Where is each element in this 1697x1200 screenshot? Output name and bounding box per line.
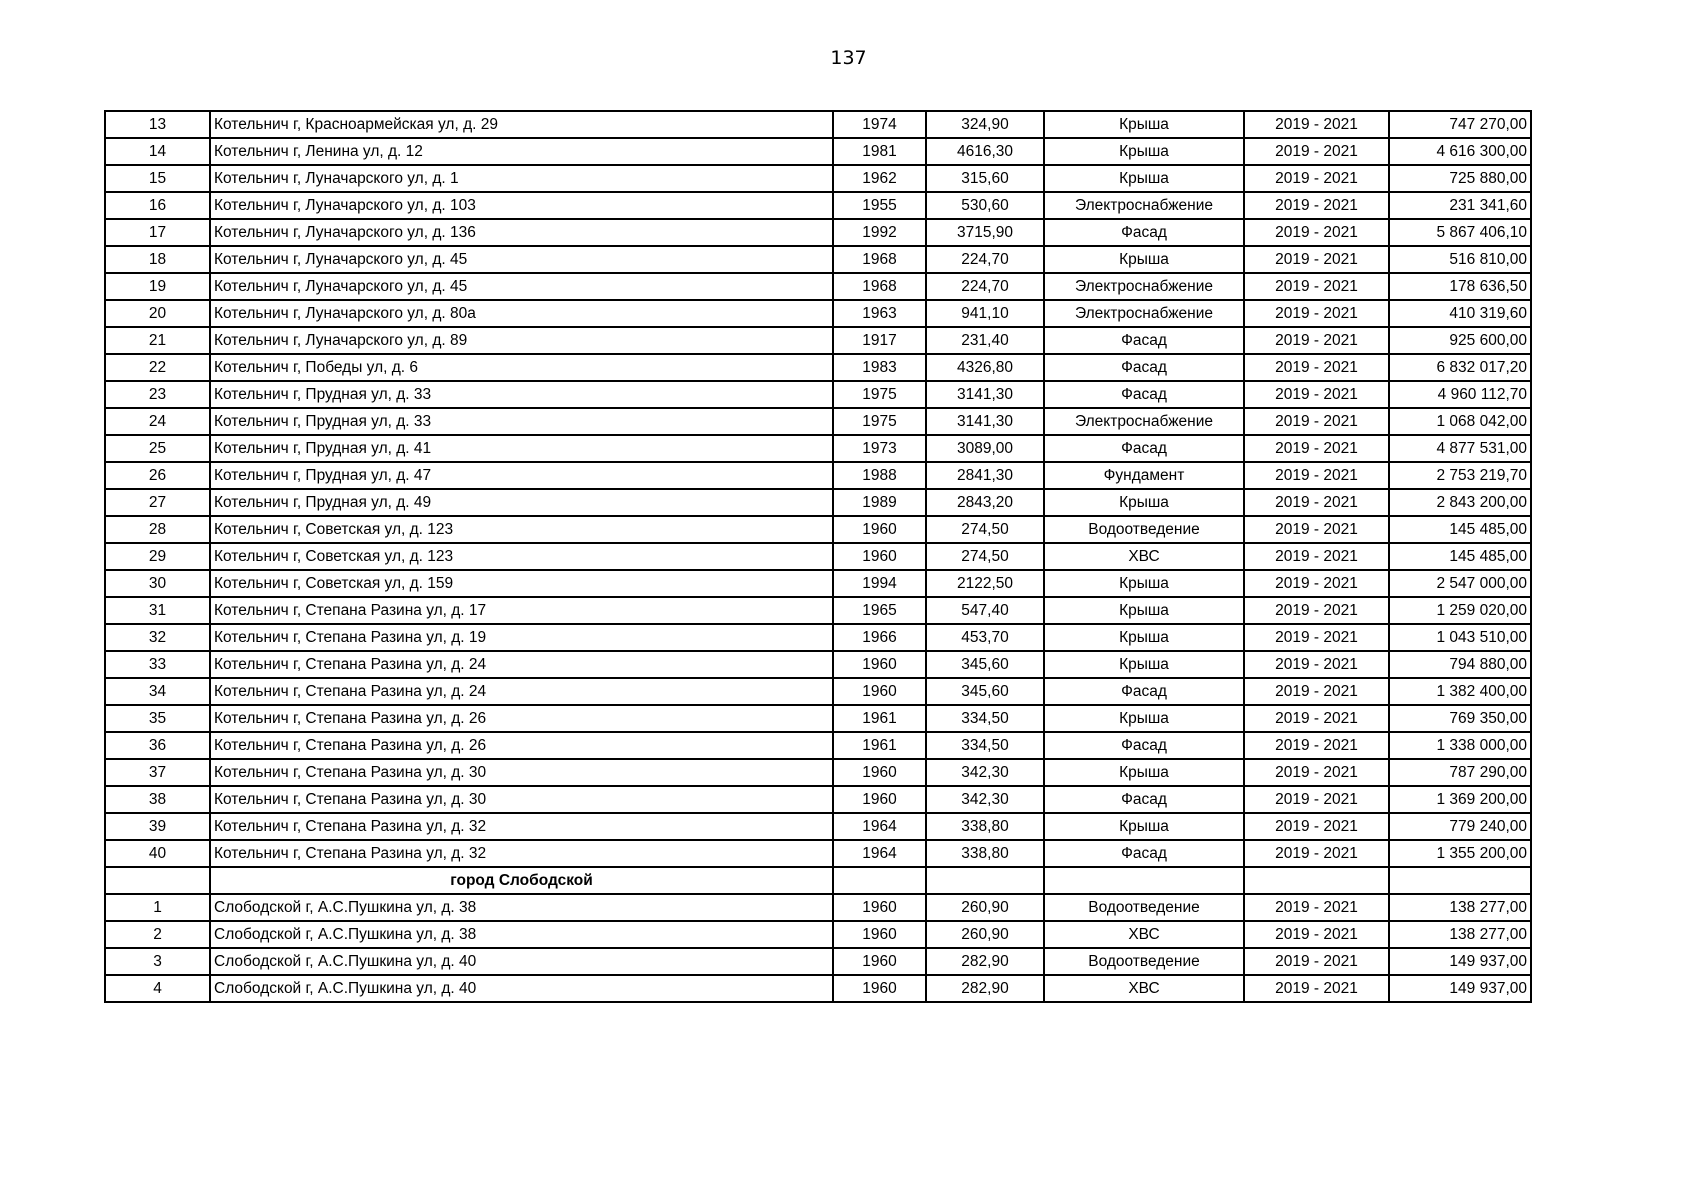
row-number-cell: 3 bbox=[105, 948, 210, 975]
row-number-cell: 32 bbox=[105, 624, 210, 651]
area-cell: 345,60 bbox=[926, 651, 1044, 678]
build-year-cell: 1960 bbox=[833, 516, 926, 543]
cost-cell: 4 960 112,70 bbox=[1389, 381, 1531, 408]
period-cell: 2019 - 2021 bbox=[1244, 975, 1389, 1002]
table-row bbox=[105, 462, 1531, 489]
work-type-cell: Крыша bbox=[1044, 651, 1244, 678]
address-cell: Котельнич г, Степана Разина ул, д. 26 bbox=[210, 732, 833, 759]
row-number-cell: 21 bbox=[105, 327, 210, 354]
address-cell: Котельнич г, Прудная ул, д. 49 bbox=[210, 489, 833, 516]
area-cell: 2122,50 bbox=[926, 570, 1044, 597]
period-cell: 2019 - 2021 bbox=[1244, 597, 1389, 624]
cost-cell: 138 277,00 bbox=[1389, 921, 1531, 948]
work-type-cell: Крыша bbox=[1044, 597, 1244, 624]
row-number-cell: 4 bbox=[105, 975, 210, 1002]
build-year-cell: 1992 bbox=[833, 219, 926, 246]
build-year-cell: 1963 bbox=[833, 300, 926, 327]
table-row bbox=[105, 786, 1531, 813]
address-cell: Котельнич г, Степана Разина ул, д. 30 bbox=[210, 759, 833, 786]
period-cell: 2019 - 2021 bbox=[1244, 840, 1389, 867]
area-cell: 282,90 bbox=[926, 975, 1044, 1002]
address-cell: Котельнич г, Советская ул, д. 159 bbox=[210, 570, 833, 597]
table-row bbox=[105, 624, 1531, 651]
cost-cell: 145 485,00 bbox=[1389, 543, 1531, 570]
table-row bbox=[105, 435, 1531, 462]
area-cell: 3141,30 bbox=[926, 408, 1044, 435]
work-type-cell: Электроснабжение bbox=[1044, 192, 1244, 219]
build-year-cell: 1917 bbox=[833, 327, 926, 354]
period-cell: 2019 - 2021 bbox=[1244, 138, 1389, 165]
work-type-cell: Водоотведение bbox=[1044, 948, 1244, 975]
section-header-row bbox=[105, 867, 1531, 894]
period-cell: 2019 - 2021 bbox=[1244, 732, 1389, 759]
area-cell: 274,50 bbox=[926, 516, 1044, 543]
period-cell: 2019 - 2021 bbox=[1244, 489, 1389, 516]
table-row bbox=[105, 678, 1531, 705]
cost-cell: 787 290,00 bbox=[1389, 759, 1531, 786]
build-year-cell: 1989 bbox=[833, 489, 926, 516]
cost-cell: 178 636,50 bbox=[1389, 273, 1531, 300]
address-cell: Слободской г, А.С.Пушкина ул, д. 40 bbox=[210, 975, 833, 1002]
work-type-cell: Крыша bbox=[1044, 624, 1244, 651]
table-row bbox=[105, 543, 1531, 570]
row-number-cell: 1 bbox=[105, 894, 210, 921]
build-year-cell: 1968 bbox=[833, 273, 926, 300]
area-cell: 4326,80 bbox=[926, 354, 1044, 381]
address-cell: Котельнич г, Луначарского ул, д. 1 bbox=[210, 165, 833, 192]
period-cell: 2019 - 2021 bbox=[1244, 327, 1389, 354]
address-cell: Котельнич г, Ленина ул, д. 12 bbox=[210, 138, 833, 165]
work-type-cell: ХВС bbox=[1044, 975, 1244, 1002]
address-cell: Котельнич г, Луначарского ул, д. 45 bbox=[210, 246, 833, 273]
table-row bbox=[105, 705, 1531, 732]
address-cell: Котельнич г, Степана Разина ул, д. 24 bbox=[210, 651, 833, 678]
address-cell: Котельнич г, Степана Разина ул, д. 19 bbox=[210, 624, 833, 651]
work-type-cell: Крыша bbox=[1044, 813, 1244, 840]
cost-cell: 4 616 300,00 bbox=[1389, 138, 1531, 165]
cost-cell: 2 547 000,00 bbox=[1389, 570, 1531, 597]
cost-cell: 1 043 510,00 bbox=[1389, 624, 1531, 651]
work-type-cell: ХВС bbox=[1044, 921, 1244, 948]
area-cell: 3715,90 bbox=[926, 219, 1044, 246]
cost-cell: 4 877 531,00 bbox=[1389, 435, 1531, 462]
work-type-cell: Фасад bbox=[1044, 786, 1244, 813]
address-cell: Слободской г, А.С.Пушкина ул, д. 38 bbox=[210, 921, 833, 948]
cost-cell: 1 382 400,00 bbox=[1389, 678, 1531, 705]
row-number-cell: 36 bbox=[105, 732, 210, 759]
build-year-cell: 1960 bbox=[833, 651, 926, 678]
area-cell: 3141,30 bbox=[926, 381, 1044, 408]
row-number-cell: 26 bbox=[105, 462, 210, 489]
work-type-cell: Электроснабжение bbox=[1044, 408, 1244, 435]
address-cell: Котельнич г, Советская ул, д. 123 bbox=[210, 543, 833, 570]
table-row bbox=[105, 354, 1531, 381]
row-number-cell: 37 bbox=[105, 759, 210, 786]
work-type-cell: Фасад bbox=[1044, 435, 1244, 462]
work-type-cell: Электроснабжение bbox=[1044, 300, 1244, 327]
table-row bbox=[105, 219, 1531, 246]
cost-cell: 2 753 219,70 bbox=[1389, 462, 1531, 489]
row-number-cell: 13 bbox=[105, 111, 210, 138]
area-cell: 3089,00 bbox=[926, 435, 1044, 462]
work-type-cell: Крыша bbox=[1044, 165, 1244, 192]
area-cell: 547,40 bbox=[926, 597, 1044, 624]
address-cell: Слободской г, А.С.Пушкина ул, д. 38 bbox=[210, 894, 833, 921]
row-number-cell: 20 bbox=[105, 300, 210, 327]
area-cell: 2843,20 bbox=[926, 489, 1044, 516]
area-cell: 345,60 bbox=[926, 678, 1044, 705]
cost-cell: 794 880,00 bbox=[1389, 651, 1531, 678]
table-row bbox=[105, 300, 1531, 327]
table-row bbox=[105, 894, 1531, 921]
cost-cell: 1 369 200,00 bbox=[1389, 786, 1531, 813]
cost-cell: 779 240,00 bbox=[1389, 813, 1531, 840]
address-cell: Котельнич г, Луначарского ул, д. 136 bbox=[210, 219, 833, 246]
table-row bbox=[105, 408, 1531, 435]
work-type-cell: Фасад bbox=[1044, 219, 1244, 246]
period-cell: 2019 - 2021 bbox=[1244, 651, 1389, 678]
table-row bbox=[105, 948, 1531, 975]
period-cell: 2019 - 2021 bbox=[1244, 948, 1389, 975]
address-cell: Котельнич г, Красноармейская ул, д. 29 bbox=[210, 111, 833, 138]
period-cell: 2019 - 2021 bbox=[1244, 462, 1389, 489]
table-row bbox=[105, 921, 1531, 948]
build-year-cell: 1968 bbox=[833, 246, 926, 273]
work-type-cell: Фасад bbox=[1044, 678, 1244, 705]
area-cell: 260,90 bbox=[926, 894, 1044, 921]
table-row bbox=[105, 813, 1531, 840]
cost-cell: 725 880,00 bbox=[1389, 165, 1531, 192]
cost-cell: 925 600,00 bbox=[1389, 327, 1531, 354]
period-cell: 2019 - 2021 bbox=[1244, 354, 1389, 381]
period-cell: 2019 - 2021 bbox=[1244, 543, 1389, 570]
build-year-cell: 1983 bbox=[833, 354, 926, 381]
work-type-cell: Крыша bbox=[1044, 138, 1244, 165]
address-cell: Котельнич г, Прудная ул, д. 33 bbox=[210, 408, 833, 435]
build-year-cell: 1960 bbox=[833, 894, 926, 921]
build-year-cell: 1960 bbox=[833, 948, 926, 975]
section-title: город Слободской bbox=[210, 867, 833, 894]
work-type-cell: Крыша bbox=[1044, 246, 1244, 273]
build-year-cell: 1960 bbox=[833, 759, 926, 786]
row-number-cell: 34 bbox=[105, 678, 210, 705]
build-year-cell: 1960 bbox=[833, 678, 926, 705]
cost-cell: 5 867 406,10 bbox=[1389, 219, 1531, 246]
period-cell: 2019 - 2021 bbox=[1244, 246, 1389, 273]
row-number-cell: 22 bbox=[105, 354, 210, 381]
address-cell: Котельнич г, Луначарского ул, д. 80а bbox=[210, 300, 833, 327]
address-cell: Котельнич г, Луначарского ул, д. 89 bbox=[210, 327, 833, 354]
work-type-cell: ХВС bbox=[1044, 543, 1244, 570]
row-number-cell: 39 bbox=[105, 813, 210, 840]
row-number-cell: 29 bbox=[105, 543, 210, 570]
row-number-cell: 27 bbox=[105, 489, 210, 516]
build-year-cell: 1994 bbox=[833, 570, 926, 597]
period-cell: 2019 - 2021 bbox=[1244, 111, 1389, 138]
period-cell: 2019 - 2021 bbox=[1244, 786, 1389, 813]
row-number-cell: 28 bbox=[105, 516, 210, 543]
build-year-cell: 1962 bbox=[833, 165, 926, 192]
address-cell: Котельнич г, Луначарского ул, д. 45 bbox=[210, 273, 833, 300]
cost-cell: 149 937,00 bbox=[1389, 948, 1531, 975]
period-cell: 2019 - 2021 bbox=[1244, 516, 1389, 543]
period-cell: 2019 - 2021 bbox=[1244, 813, 1389, 840]
table-row bbox=[105, 246, 1531, 273]
address-cell: Котельнич г, Степана Разина ул, д. 26 bbox=[210, 705, 833, 732]
build-year-cell: 1981 bbox=[833, 138, 926, 165]
row-number-cell: 30 bbox=[105, 570, 210, 597]
work-type-cell: Фасад bbox=[1044, 354, 1244, 381]
cost-cell: 138 277,00 bbox=[1389, 894, 1531, 921]
period-cell: 2019 - 2021 bbox=[1244, 381, 1389, 408]
build-year-cell: 1974 bbox=[833, 111, 926, 138]
table-row bbox=[105, 138, 1531, 165]
row-number-cell: 14 bbox=[105, 138, 210, 165]
empty-cell bbox=[1044, 867, 1244, 894]
cost-cell: 231 341,60 bbox=[1389, 192, 1531, 219]
row-number-cell: 19 bbox=[105, 273, 210, 300]
period-cell: 2019 - 2021 bbox=[1244, 219, 1389, 246]
area-cell: 334,50 bbox=[926, 705, 1044, 732]
area-cell: 224,70 bbox=[926, 246, 1044, 273]
row-number-cell: 33 bbox=[105, 651, 210, 678]
row-number-cell: 18 bbox=[105, 246, 210, 273]
build-year-cell: 1960 bbox=[833, 786, 926, 813]
period-cell: 2019 - 2021 bbox=[1244, 678, 1389, 705]
area-cell: 282,90 bbox=[926, 948, 1044, 975]
row-number-cell: 15 bbox=[105, 165, 210, 192]
address-cell: Котельнич г, Прудная ул, д. 41 bbox=[210, 435, 833, 462]
table-row bbox=[105, 111, 1531, 138]
build-year-cell: 1961 bbox=[833, 732, 926, 759]
row-number-cell: 24 bbox=[105, 408, 210, 435]
cost-cell: 149 937,00 bbox=[1389, 975, 1531, 1002]
empty-cell bbox=[1389, 867, 1531, 894]
area-cell: 342,30 bbox=[926, 759, 1044, 786]
period-cell: 2019 - 2021 bbox=[1244, 921, 1389, 948]
empty-cell bbox=[1244, 867, 1389, 894]
cost-cell: 516 810,00 bbox=[1389, 246, 1531, 273]
build-year-cell: 1988 bbox=[833, 462, 926, 489]
area-cell: 224,70 bbox=[926, 273, 1044, 300]
build-year-cell: 1961 bbox=[833, 705, 926, 732]
area-cell: 274,50 bbox=[926, 543, 1044, 570]
table-row bbox=[105, 327, 1531, 354]
work-type-cell: Крыша bbox=[1044, 489, 1244, 516]
cost-cell: 145 485,00 bbox=[1389, 516, 1531, 543]
table-row bbox=[105, 597, 1531, 624]
address-cell: Котельнич г, Прудная ул, д. 47 bbox=[210, 462, 833, 489]
work-type-cell: Крыша bbox=[1044, 705, 1244, 732]
table-row bbox=[105, 192, 1531, 219]
work-type-cell: Фасад bbox=[1044, 327, 1244, 354]
table-row bbox=[105, 273, 1531, 300]
address-cell: Котельнич г, Степана Разина ул, д. 30 bbox=[210, 786, 833, 813]
area-cell: 260,90 bbox=[926, 921, 1044, 948]
cost-cell: 769 350,00 bbox=[1389, 705, 1531, 732]
period-cell: 2019 - 2021 bbox=[1244, 408, 1389, 435]
build-year-cell: 1973 bbox=[833, 435, 926, 462]
work-type-cell: Фасад bbox=[1044, 840, 1244, 867]
build-year-cell: 1965 bbox=[833, 597, 926, 624]
work-type-cell: Крыша bbox=[1044, 111, 1244, 138]
row-number-cell: 2 bbox=[105, 921, 210, 948]
build-year-cell: 1960 bbox=[833, 543, 926, 570]
cost-cell: 1 355 200,00 bbox=[1389, 840, 1531, 867]
address-cell: Котельнич г, Степана Разина ул, д. 32 bbox=[210, 840, 833, 867]
row-number-cell: 31 bbox=[105, 597, 210, 624]
housing-repair-table bbox=[104, 110, 1532, 1003]
row-number-cell: 16 bbox=[105, 192, 210, 219]
work-type-cell: Крыша bbox=[1044, 759, 1244, 786]
cost-cell: 1 259 020,00 bbox=[1389, 597, 1531, 624]
period-cell: 2019 - 2021 bbox=[1244, 165, 1389, 192]
table-row bbox=[105, 732, 1531, 759]
empty-cell bbox=[833, 867, 926, 894]
period-cell: 2019 - 2021 bbox=[1244, 624, 1389, 651]
row-number-cell: 23 bbox=[105, 381, 210, 408]
empty-cell bbox=[926, 867, 1044, 894]
page-number: 137 bbox=[830, 47, 867, 69]
work-type-cell: Водоотведение bbox=[1044, 894, 1244, 921]
area-cell: 334,50 bbox=[926, 732, 1044, 759]
area-cell: 342,30 bbox=[926, 786, 1044, 813]
address-cell: Котельнич г, Советская ул, д. 123 bbox=[210, 516, 833, 543]
work-type-cell: Фасад bbox=[1044, 381, 1244, 408]
build-year-cell: 1955 bbox=[833, 192, 926, 219]
period-cell: 2019 - 2021 bbox=[1244, 300, 1389, 327]
address-cell: Слободской г, А.С.Пушкина ул, д. 40 bbox=[210, 948, 833, 975]
area-cell: 4616,30 bbox=[926, 138, 1044, 165]
address-cell: Котельнич г, Степана Разина ул, д. 32 bbox=[210, 813, 833, 840]
address-cell: Котельнич г, Прудная ул, д. 33 bbox=[210, 381, 833, 408]
row-number-cell: 40 bbox=[105, 840, 210, 867]
period-cell: 2019 - 2021 bbox=[1244, 894, 1389, 921]
area-cell: 315,60 bbox=[926, 165, 1044, 192]
row-number-cell: 35 bbox=[105, 705, 210, 732]
table-row bbox=[105, 381, 1531, 408]
area-cell: 2841,30 bbox=[926, 462, 1044, 489]
build-year-cell: 1960 bbox=[833, 921, 926, 948]
table-row bbox=[105, 840, 1531, 867]
empty-cell bbox=[105, 867, 210, 894]
area-cell: 338,80 bbox=[926, 813, 1044, 840]
build-year-cell: 1960 bbox=[833, 975, 926, 1002]
table-row bbox=[105, 489, 1531, 516]
table-row bbox=[105, 516, 1531, 543]
row-number-cell: 38 bbox=[105, 786, 210, 813]
area-cell: 324,90 bbox=[926, 111, 1044, 138]
area-cell: 338,80 bbox=[926, 840, 1044, 867]
build-year-cell: 1975 bbox=[833, 408, 926, 435]
build-year-cell: 1964 bbox=[833, 840, 926, 867]
address-cell: Котельнич г, Степана Разина ул, д. 24 bbox=[210, 678, 833, 705]
area-cell: 231,40 bbox=[926, 327, 1044, 354]
cost-cell: 747 270,00 bbox=[1389, 111, 1531, 138]
build-year-cell: 1964 bbox=[833, 813, 926, 840]
table-row bbox=[105, 570, 1531, 597]
work-type-cell: Фасад bbox=[1044, 732, 1244, 759]
period-cell: 2019 - 2021 bbox=[1244, 192, 1389, 219]
area-cell: 453,70 bbox=[926, 624, 1044, 651]
row-number-cell: 17 bbox=[105, 219, 210, 246]
table-row bbox=[105, 651, 1531, 678]
work-type-cell: Водоотведение bbox=[1044, 516, 1244, 543]
address-cell: Котельнич г, Победы ул, д. 6 bbox=[210, 354, 833, 381]
area-cell: 530,60 bbox=[926, 192, 1044, 219]
row-number-cell: 25 bbox=[105, 435, 210, 462]
period-cell: 2019 - 2021 bbox=[1244, 705, 1389, 732]
cost-cell: 1 068 042,00 bbox=[1389, 408, 1531, 435]
table-row bbox=[105, 759, 1531, 786]
period-cell: 2019 - 2021 bbox=[1244, 759, 1389, 786]
build-year-cell: 1966 bbox=[833, 624, 926, 651]
work-type-cell: Фундамент bbox=[1044, 462, 1244, 489]
period-cell: 2019 - 2021 bbox=[1244, 435, 1389, 462]
work-type-cell: Электроснабжение bbox=[1044, 273, 1244, 300]
cost-cell: 410 319,60 bbox=[1389, 300, 1531, 327]
cost-cell: 6 832 017,20 bbox=[1389, 354, 1531, 381]
table-body bbox=[105, 111, 1531, 1002]
address-cell: Котельнич г, Луначарского ул, д. 103 bbox=[210, 192, 833, 219]
period-cell: 2019 - 2021 bbox=[1244, 570, 1389, 597]
cost-cell: 1 338 000,00 bbox=[1389, 732, 1531, 759]
area-cell: 941,10 bbox=[926, 300, 1044, 327]
period-cell: 2019 - 2021 bbox=[1244, 273, 1389, 300]
build-year-cell: 1975 bbox=[833, 381, 926, 408]
cost-cell: 2 843 200,00 bbox=[1389, 489, 1531, 516]
address-cell: Котельнич г, Степана Разина ул, д. 17 bbox=[210, 597, 833, 624]
table-row bbox=[105, 165, 1531, 192]
table-row bbox=[105, 975, 1531, 1002]
work-type-cell: Крыша bbox=[1044, 570, 1244, 597]
